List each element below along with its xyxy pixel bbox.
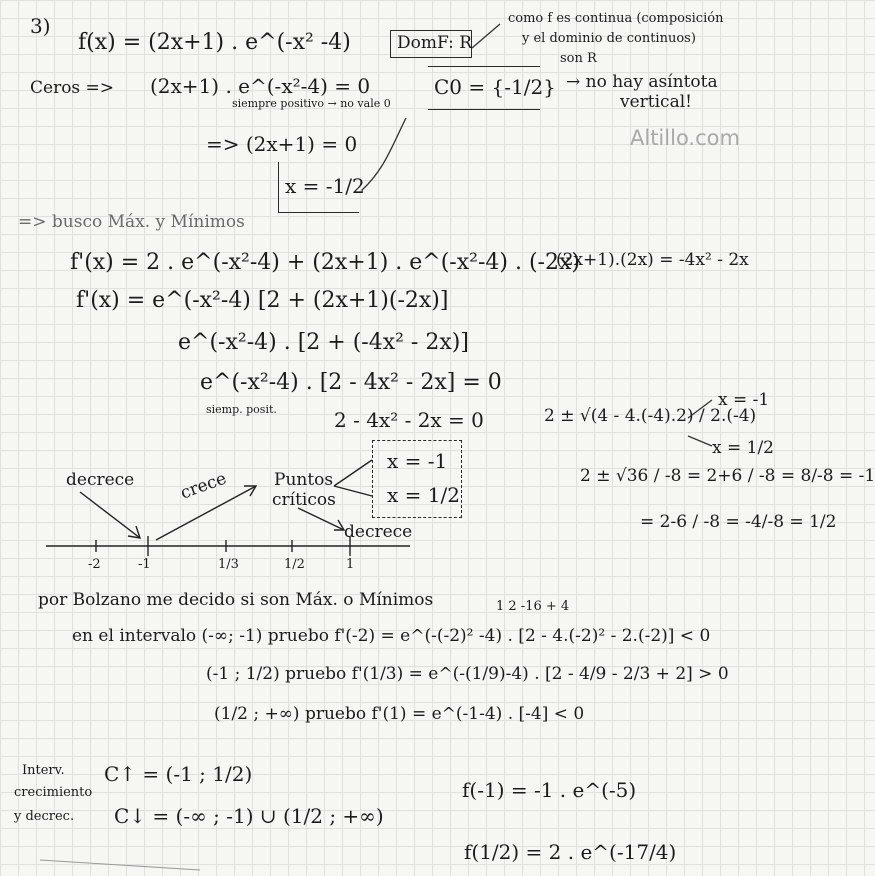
critical-label-2: críticos	[272, 490, 336, 510]
no-asymptote-1: → no hay asíntota	[566, 72, 718, 92]
no-asymptote-2: vertical!	[620, 92, 692, 112]
zeros-result: x = -1/2	[285, 174, 365, 198]
problem-number: 3)	[30, 14, 51, 38]
derivative-line-1: f'(x) = 2 . e^(-x²-4) + (2x+1) . e^(-x²-4) . (-2x)	[70, 250, 580, 275]
tick-one-half: 1/2	[284, 557, 305, 572]
zeros-always-positive: siempre positivo → no vale 0	[232, 97, 391, 110]
derivative-line-4: e^(-x²-4) . [2 - 4x² - 2x] = 0	[200, 370, 502, 395]
domain-label: DomF: R	[397, 33, 473, 53]
watermark: Altillo.com	[630, 126, 740, 150]
intervals-label-2: crecimiento	[14, 785, 93, 800]
value-f-neg1: f(-1) = -1 . e^(-5)	[462, 778, 637, 802]
quadratic-line-1: 2 ± √36 / -8 = 2+6 / -8 = 8/-8 = -1	[580, 466, 875, 486]
bolzano-row-1: en el intervalo (-∞; -1) pruebo f'(-2) = e^(-(-2)² -4) . [2 - 4.(-2)² - 2.(-2)] < 0	[72, 626, 711, 646]
critical-x1: x = -1	[387, 449, 448, 473]
numberline-decrece-left: decrece	[66, 470, 135, 490]
domain-note-2: y el dominio de continuos)	[522, 31, 696, 46]
quadratic-root-a: x = -1	[718, 390, 770, 410]
tick-neg2: -2	[88, 557, 101, 572]
tick-one: 1	[346, 557, 355, 572]
zeros-label: Ceros =>	[30, 78, 115, 98]
page-mark	[40, 860, 200, 870]
derivative-aux: (2x+1).(2x) = -4x² - 2x	[556, 250, 749, 270]
c0-set: C0 = {-1/2}	[434, 75, 556, 99]
intervals-crece: C↑ = (-1 ; 1/2)	[104, 762, 253, 786]
zeros-equation: (2x+1) . e^(-x²-4) = 0	[150, 74, 371, 98]
quadratic-line-2: = 2-6 / -8 = -4/-8 = 1/2	[640, 512, 837, 532]
function-definition: f(x) = (2x+1) . e^(-x² -4)	[78, 30, 351, 55]
derivative-line-3: e^(-x²-4) . [2 + (-4x² - 2x)]	[178, 330, 469, 355]
quadratic-formula: 2 ± √(4 - 4.(-4).2) / 2.(-4)	[544, 406, 757, 426]
numberline-crece: crece	[177, 468, 230, 504]
quadratic-root-b: x = 1/2	[712, 438, 774, 458]
domain-note-1: como f es continua (composición	[508, 11, 724, 26]
critical-label-1: Puntos	[274, 470, 334, 490]
tick-neg1: -1	[138, 557, 151, 572]
bolzano-row1-above: 1 2 -16 + 4	[496, 599, 570, 614]
derivative-line-5: 2 - 4x² - 2x = 0	[334, 408, 484, 432]
domain-note-3: son R	[560, 51, 597, 66]
intervals-label-3: y decrec.	[14, 809, 75, 824]
bolzano-row-2: (-1 ; 1/2) pruebo f'(1/3) = e^(-(1/9)-4) . [2 - 4/9 - 2/3 + 2] > 0	[206, 664, 729, 684]
bolzano-row-3: (1/2 ; +∞) pruebo f'(1) = e^(-1-4) . [-4] < 0	[214, 704, 585, 724]
critical-x2: x = 1/2	[387, 483, 460, 507]
intervals-label-1: Interv.	[22, 763, 65, 778]
bolzano-intro: por Bolzano me decido si son Máx. o Mínimos	[38, 590, 434, 610]
intervals-decrece: C↓ = (-∞ ; -1) ∪ (1/2 ; +∞)	[114, 804, 384, 828]
tick-one-third: 1/3	[218, 557, 239, 572]
derivative-always-positive: siemp. posit.	[206, 403, 277, 416]
derivative-line-2: f'(x) = e^(-x²-4) [2 + (2x+1)(-2x)]	[76, 288, 449, 313]
zeros-step: => (2x+1) = 0	[206, 132, 358, 156]
value-f-half: f(1/2) = 2 . e^(-17/4)	[464, 840, 677, 864]
numberline-decrece-right: decrece	[344, 522, 413, 542]
zeros-arrows	[362, 24, 712, 446]
derivative-heading: => busco Máx. y Mínimos	[18, 212, 245, 232]
